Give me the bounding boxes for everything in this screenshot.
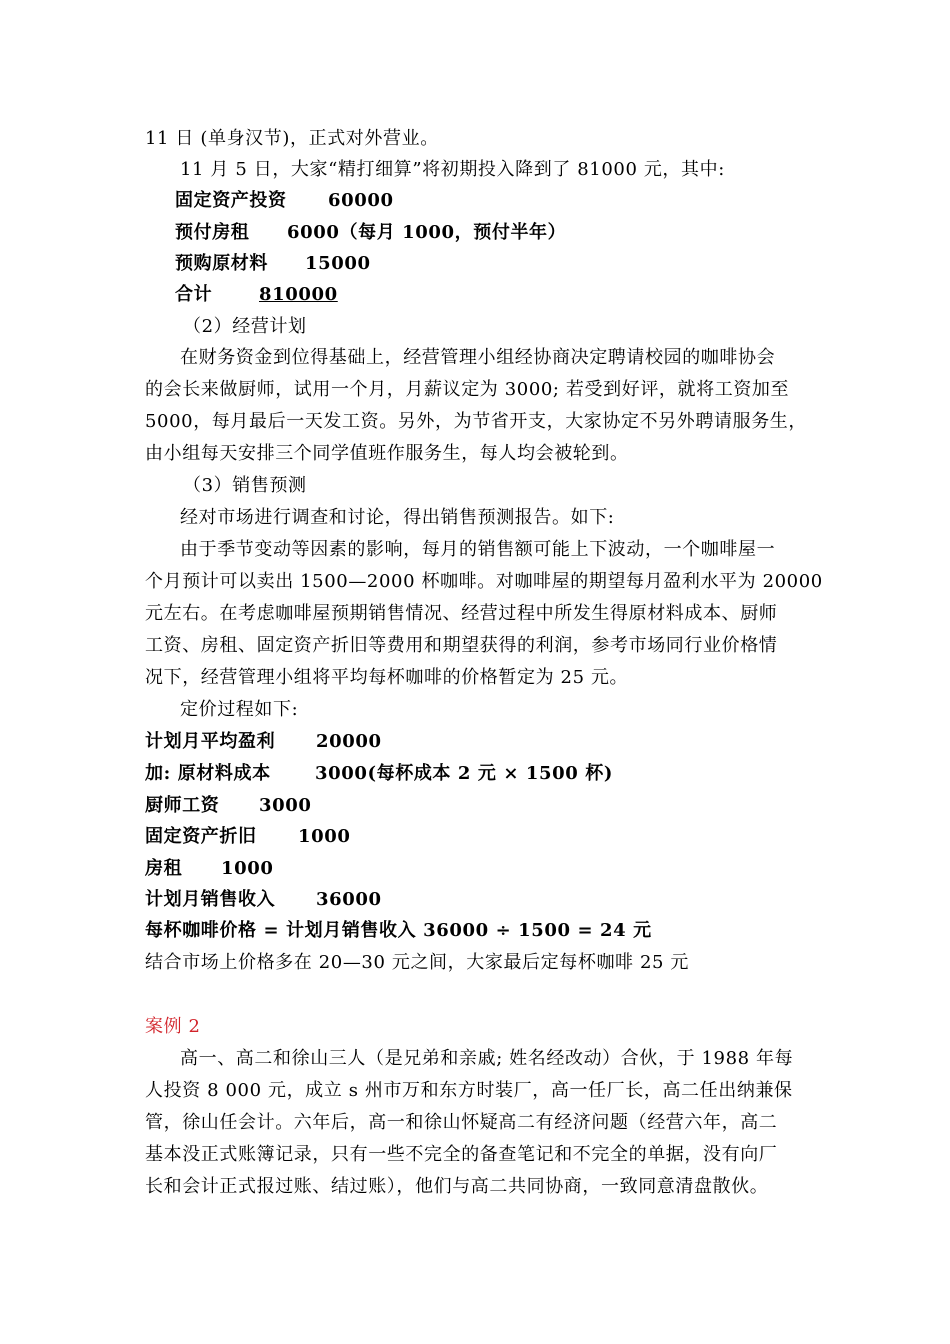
row-value: 3000(每杯成本 2 元 × 1500 杯) [315,763,613,784]
investment-row-total [175,284,338,306]
text-line: 的会长来做厨师，试用一个月，月薪议定为 3000; 若受到好评，就将工资加至 [145,379,790,400]
text-line: 元左右。在考虑咖啡屋预期销售情况、经营过程中所发生得原材料成本、厨师 [145,603,778,624]
row-label: 固定资产折旧 [145,826,257,847]
row-label: 加: 原材料成本 [145,763,271,784]
row-value: 810000 [259,284,338,305]
row-label: 固定资产投资 [175,190,287,211]
row-label: 预购原材料 [175,253,268,274]
text-line: 个月预计可以卖出 1500—2000 杯咖啡。对咖啡屋的期望每月盈利水平为 20000 [145,571,823,592]
text-line: 况下，经营管理小组将平均每杯咖啡的价格暂定为 25 元。 [145,667,629,688]
text-line: 由小组每天安排三个同学值班作服务生，每人均会被轮到。 [145,443,629,464]
row-value: 3000 [259,795,312,816]
row-value: 6000（每月 1000，预付半年） [287,222,567,243]
text-line: 基本没正式账簿记录，只有一些不完全的备查笔记和不完全的单据，没有向厂 [145,1144,778,1165]
pricing-row-revenue [145,889,382,911]
row-value: 1000 [221,858,274,879]
investment-row-fixed-assets [175,190,394,212]
row-label: 计划月销售收入 [145,889,276,910]
case-heading: 案例 2 [145,1016,201,1037]
pricing-row-materials [145,763,613,785]
row-value: 1000 [298,826,351,847]
row-value: 36000 [316,889,382,910]
section-heading: （2）经营计划 [183,316,307,337]
row-value: 60000 [328,190,394,211]
pricing-row-profit [145,731,382,753]
text-line: 11 日 (单身汉节)，正式对外营业。 [145,128,439,149]
row-label: 厨师工资 [145,795,220,816]
pricing-formula: 每杯咖啡价格 = 计划月销售收入 36000 ÷ 1500 = 24 元 [145,920,652,941]
section-heading: （3）销售预测 [183,475,307,496]
text-line: 5000，每月最后一天发工资。另外，为节省开支，大家协定不另外聘请服务生， [145,411,808,432]
text-line: 结合市场上价格多在 20—30 元之间，大家最后定每杯咖啡 25 元 [145,952,689,973]
text-line: 由于季节变动等因素的影响，每月的销售额可能上下波动，一个咖啡屋一 [180,539,776,560]
text-line: 定价过程如下: [180,699,299,720]
text-line: 工资、房租、固定资产折旧等费用和期望获得的利润，参考市场同行业价格情 [145,635,778,656]
text-line: 高一、高二和徐山三人（是兄弟和亲戚; 姓名经改动）合伙，于 1988 年每 [180,1048,794,1069]
row-value: 15000 [305,253,371,274]
row-value: 20000 [316,731,382,752]
text-line: 人投资 8 000 元，成立 s 州市万和东方时装厂，高一任厂长，高二任出纳兼保 [145,1080,793,1101]
investment-row-rent [175,222,567,244]
text-line: 长和会计正式报过账、结过账），他们与高二共同协商，一致同意清盘散伙。 [145,1176,769,1197]
row-label: 预付房租 [175,222,250,243]
row-label: 计划月平均盈利 [145,731,276,752]
text-line: 11 月 5 日，大家“精打细算”将初期投入降到了 81000 元，其中: [180,159,725,180]
pricing-row-rent [145,858,274,880]
text-line: 管，徐山任会计。六年后，高一和徐山怀疑高二有经济问题（经营六年，高二 [145,1112,778,1133]
text-line: 在财务资金到位得基础上，经营管理小组经协商决定聘请校园的咖啡协会 [180,347,776,368]
pricing-row-depreciation [145,826,351,848]
row-label: 房租 [145,858,183,879]
investment-row-materials [175,253,371,275]
text-line: 经对市场进行调查和讨论，得出销售预测报告。如下: [180,507,615,528]
row-label: 合计 [175,284,213,305]
pricing-row-chef-wage [145,795,312,817]
